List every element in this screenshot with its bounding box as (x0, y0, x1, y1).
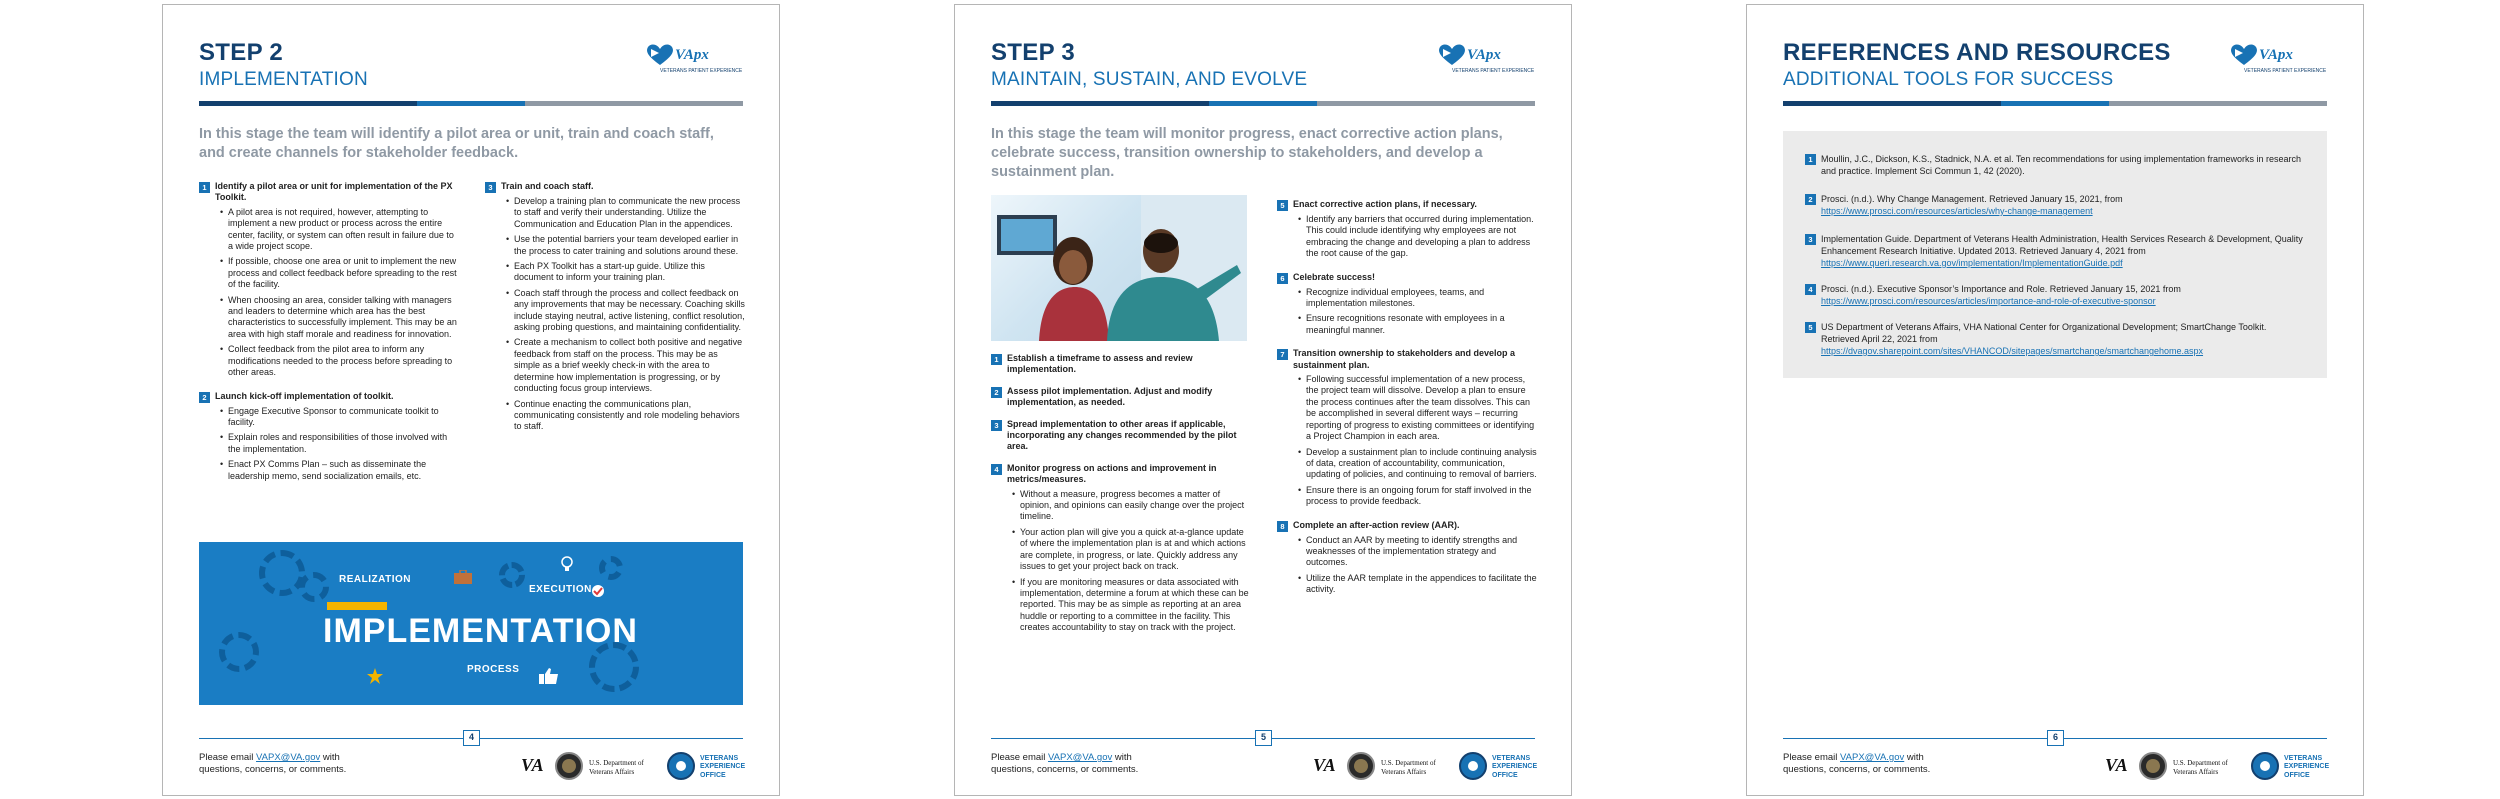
implementation-banner (199, 542, 743, 705)
logo-va: VA (675, 47, 694, 63)
va-logo: VA (1313, 755, 1336, 775)
section-title: Monitor progress on actions and improvement in metrics/measures. (1007, 462, 1217, 485)
va-seal-icon (555, 752, 583, 780)
page-subtitle: IMPLEMENTATION (199, 69, 368, 90)
footer-contact: Please email VAPX@VA.gov with questions, concerns, or comments. (991, 752, 1139, 775)
page-title: STEP 2 (199, 39, 284, 66)
step-number: 2 (991, 387, 1002, 398)
gear-icon (299, 572, 329, 602)
list-item: • Enact PX Comms Plan – such as disseminate the leadership memo, send socialization emails, etc. (220, 459, 461, 482)
section-right (1277, 199, 1539, 601)
execution-label: EXECUTION (529, 584, 592, 595)
reference-text: US Department of Veterans Affairs, VHA National Center for Organizational Development; SmartChange Toolkit. Retrieved April 22, 2021 from (1821, 322, 2267, 344)
header-rule (991, 101, 1535, 106)
section-title: Spread implementation to other areas if applicable, incorporating any changes recommended by the pilot area. (1007, 418, 1237, 452)
page-subtitle: MAINTAIN, SUSTAIN, AND EVOLVE (991, 69, 1308, 90)
logo-px: px (693, 47, 709, 63)
gear-icon (219, 632, 259, 672)
page-number: 6 (2047, 730, 2064, 746)
list-item: • Engage Executive Sponsor to communicate toolkit to facility. (220, 406, 461, 429)
process-label: PROCESS (467, 664, 520, 675)
highlight-bar (327, 602, 387, 610)
gear-icon (499, 562, 525, 588)
reference-item (1805, 193, 2303, 217)
veo-name: VETERANS EXPERIENCE OFFICE (700, 755, 746, 779)
section-title: Identify a pilot area or unit for implementation of the PX Toolkit. (215, 181, 453, 203)
veo-seal-icon (2251, 752, 2279, 780)
dept-name: U.S. Department of Veterans Affairs (2173, 759, 2228, 776)
star-icon (367, 668, 383, 684)
briefcase-icon (454, 570, 472, 584)
dept-name: U.S. Department of Veterans Affairs (589, 759, 644, 776)
step-number: 1 (199, 182, 210, 193)
heart-flag-icon (645, 43, 675, 67)
email-link[interactable]: VAPX@VA.gov (256, 752, 321, 763)
reference-number: 4 (1805, 284, 1816, 295)
va-logo: VA (521, 755, 544, 775)
va-seal-icon (2139, 752, 2167, 780)
section-title: Enact corrective action plans, if necessary. (1293, 199, 1477, 209)
reference-number: 5 (1805, 322, 1816, 333)
intro-text: In this stage the team will identify a pilot area or unit, train and coach staff, and create channels for stakeholder feedback. (199, 126, 714, 161)
list-item: • Develop a sustainment plan to include continuing analysis of data, creation of accountability, communication, updating of policies, and continuing to removal of barriers. (1298, 447, 1539, 481)
page-subtitle: ADDITIONAL TOOLS FOR SUCCESS (1783, 69, 2114, 90)
va-seal-icon (1347, 752, 1375, 780)
page-footer (1783, 727, 2330, 787)
footer-contact: Please email VAPX@VA.gov with questions, concerns, or comments. (199, 752, 347, 775)
page-title: STEP 3 (991, 39, 1076, 66)
realization-label: REALIZATION (339, 574, 411, 585)
vapx-logo (2229, 43, 2327, 77)
list-item: • Develop a training plan to communicate the new process to staff and verify their understanding. Utilize the Communication and Education Plan in the appendices. (506, 196, 745, 230)
logo-px: px (2277, 47, 2293, 63)
nurses-photo (991, 195, 1247, 341)
reference-item (1805, 233, 2303, 269)
list-item: • When choosing an area, consider talking with managers and leaders to determine which area has the best characteristics to successfully implement. This may be an area with high staff morale and readiness for innovation. (220, 295, 461, 341)
section-title: Launch kick-off implementation of toolkit. (215, 390, 394, 401)
reference-item (1805, 321, 2303, 357)
section-3 (485, 181, 745, 438)
veo-name: VETERANS EXPERIENCE OFFICE (1492, 755, 1538, 779)
section-title: Celebrate success! (1293, 271, 1376, 282)
heart-flag-icon (1437, 43, 1467, 67)
logo-caption: VETERANS PATIENT EXPERIENCE (1452, 68, 1535, 74)
footer-contact: Please email VAPX@VA.gov with questions, concerns, or comments. (1783, 752, 1931, 775)
list-item: • If you are monitoring measures or data associated with implementation, determine a forum at which these can be reported. This may be as simple as reporting at an area huddle or reporting to a committee in the facility. This creates accountability to stay on track with the project. (1012, 577, 1253, 634)
reference-link[interactable]: https://www.prosci.com/resources/articles/why-change-management (1821, 206, 2093, 216)
thumbs-up-icon (539, 668, 559, 684)
heart-flag-icon (2229, 43, 2259, 67)
reference-text: Moullin, J.C., Dickson, K.S., Stadnick, N.A. et al. Ten recommendations for using implementation frameworks in research and practice. Implement Sci Commun 1, 42 (2020). (1821, 154, 2302, 176)
list-item: • Create a mechanism to collect both positive and negative feedback from staff on the process. This may be as simple as a brief weekly check-in with the area to determine how implementation is progressing, or by conducting focus group interviews. (506, 337, 745, 394)
page-step-2 (162, 4, 780, 796)
page-step-3 (954, 4, 1572, 796)
step-number: 2 (199, 392, 210, 403)
nurses-image (991, 195, 1247, 341)
email-link[interactable]: VAPX@VA.gov (1840, 752, 1905, 763)
logo-va: VA (2259, 47, 2278, 63)
header-rule (1783, 101, 2327, 106)
vapx-logo (645, 43, 743, 77)
list-item: • Without a measure, progress becomes a matter of opinion, and opinions can easily change over the project timeline. (1012, 489, 1253, 523)
check-circle-icon (591, 584, 605, 598)
section-title: Train and coach staff. (501, 181, 594, 191)
step-number: 5 (1277, 200, 1288, 211)
reference-number: 3 (1805, 234, 1816, 245)
list-item: • Each PX Toolkit has a start-up guide. Utilize this document to inform your training plan. (506, 261, 745, 284)
logo-va: VA (1467, 47, 1486, 63)
page-number: 5 (1255, 730, 1272, 746)
section-title: Complete an after-action review (AAR). (1293, 519, 1460, 530)
email-link[interactable]: VAPX@VA.gov (1048, 752, 1113, 763)
reference-link[interactable]: https://www.prosci.com/resources/articles/importance-and-role-of-executive-sponsor (1821, 296, 2156, 306)
header-rule (199, 101, 743, 106)
step-number: 4 (991, 464, 1002, 475)
list-item: • Ensure recognitions resonate with employees in a meaningful manner. (1298, 313, 1539, 336)
list-item: • Ensure there is an ongoing forum for staff involved in the process to provide feedback. (1298, 485, 1539, 508)
gear-icon (599, 556, 623, 580)
list-item: • Identify any barriers that occurred during implementation. This could include identifying why employees are not embracing the change and developing a plan to address the root cause of the gap. (1298, 214, 1539, 260)
reference-text: Prosci. (n.d.). Executive Sponsor’s Importance and Role. Retrieved January 15, 2021 from (1821, 284, 2181, 294)
lightbulb-icon (559, 556, 575, 572)
page-references (1746, 4, 2364, 796)
dept-name: U.S. Department of Veterans Affairs (1381, 759, 1436, 776)
list-item: • Utilize the AAR template in the appendices to facilitate the activity. (1298, 573, 1539, 596)
list-item: • Coach staff through the process and collect feedback on any improvements that may be necessary. Coaching skills include staying neutral, active listening, conflict resolution, asking probing questions, and maintaining confidentiality. (506, 288, 745, 334)
logo-caption: VETERANS PATIENT EXPERIENCE (660, 68, 743, 74)
step-number: 1 (991, 354, 1002, 365)
list-item: • Continue enacting the communications plan, communicating consistently and role modeling behaviors to staff. (506, 399, 745, 433)
list-item: • Your action plan will give you a quick at-a-glance update of where the implementation plan is at and which actions are complete, in progress, or late. Quickly address any issues to get your project back on track. (1012, 527, 1253, 573)
gear-icon (259, 550, 305, 596)
step-number: 3 (991, 420, 1002, 431)
reference-number: 2 (1805, 194, 1816, 205)
reference-link[interactable]: https://dvagov.sharepoint.com/sites/VHANCOD/sitepages/smartchange/smartchangehome.aspx (1821, 346, 2204, 356)
va-logo: VA (2105, 755, 2128, 775)
step-number: 6 (1277, 273, 1288, 284)
page-number: 4 (463, 730, 480, 746)
references-box (1783, 131, 2327, 378)
logo-px: px (1485, 47, 1501, 63)
reference-text: Implementation Guide. Department of Veterans Health Administration, Health Services Research & Development, Quality Enhancement Research Initiative. Updated 2013. Retrieved January 4, 2021 from (1821, 234, 2303, 256)
section-title: Assess pilot implementation. Adjust and modify implementation, as needed. (1007, 385, 1213, 408)
reference-number: 1 (1805, 154, 1816, 165)
reference-link[interactable]: https://www.queri.research.va.gov/implementation/ImplementationGuide.pdf (1821, 258, 2123, 268)
list-item: • Collect feedback from the pilot area to inform any modifications needed to the process before spreading to other areas. (220, 344, 461, 378)
banner-title: IMPLEMENTATION (323, 612, 638, 650)
veo-seal-icon (667, 752, 695, 780)
logo-caption: VETERANS PATIENT EXPERIENCE (2244, 68, 2327, 74)
reference-text: Prosci. (n.d.). Why Change Management. Retrieved January 15, 2021, from (1821, 194, 2123, 204)
page-title: REFERENCES AND RESOURCES (1783, 39, 2171, 66)
step-number: 7 (1277, 349, 1288, 360)
section-1 (199, 181, 461, 487)
veo-name: VETERANS EXPERIENCE OFFICE (2284, 755, 2330, 779)
vapx-logo (1437, 43, 1535, 77)
list-item: • Conduct an AAR by meeting to identify strengths and weaknesses of the implementation strategy and outcomes. (1298, 535, 1539, 569)
list-item: • Recognize individual employees, teams, and implementation milestones. (1298, 287, 1539, 310)
list-item: • Following successful implementation of a new process, the project team will dissolve. Develop a plan to ensure the process continues after the team dissolves. This can be accomplished in several different ways – recurring reporting of progress to existing committees or identifying a Project Champion in each area. (1298, 374, 1539, 442)
list-item: • If possible, choose one area or unit to implement the new process and collect feedback before spreading to the rest of the facility. (220, 256, 461, 290)
reference-item (1805, 153, 2303, 177)
step-number: 8 (1277, 521, 1288, 532)
intro-text: In this stage the team will monitor progress, enact corrective action plans, celebrate success, transition ownership to stakeholders, and develop a sustainment plan. (991, 126, 1503, 180)
section-title: Transition ownership to stakeholders and develop a sustainment plan. (1293, 348, 1516, 370)
list-item: • Use the potential barriers your team developed earlier in the process to cater training and solutions around these. (506, 234, 745, 257)
list-item: • Explain roles and responsibilities of those involved with the implementation. (220, 432, 461, 455)
step-number: 3 (485, 182, 496, 193)
page-footer (991, 727, 1538, 787)
page-footer (199, 727, 746, 787)
section-title: Establish a timeframe to assess and review implementation. (1007, 353, 1193, 375)
reference-item (1805, 283, 2303, 307)
section-left (991, 353, 1253, 639)
list-item: • A pilot area is not required, however, attempting to implement a new product or process across the entire center, facility, or system can often result in failure due to a wide project scope. (220, 207, 461, 253)
veo-seal-icon (1459, 752, 1487, 780)
